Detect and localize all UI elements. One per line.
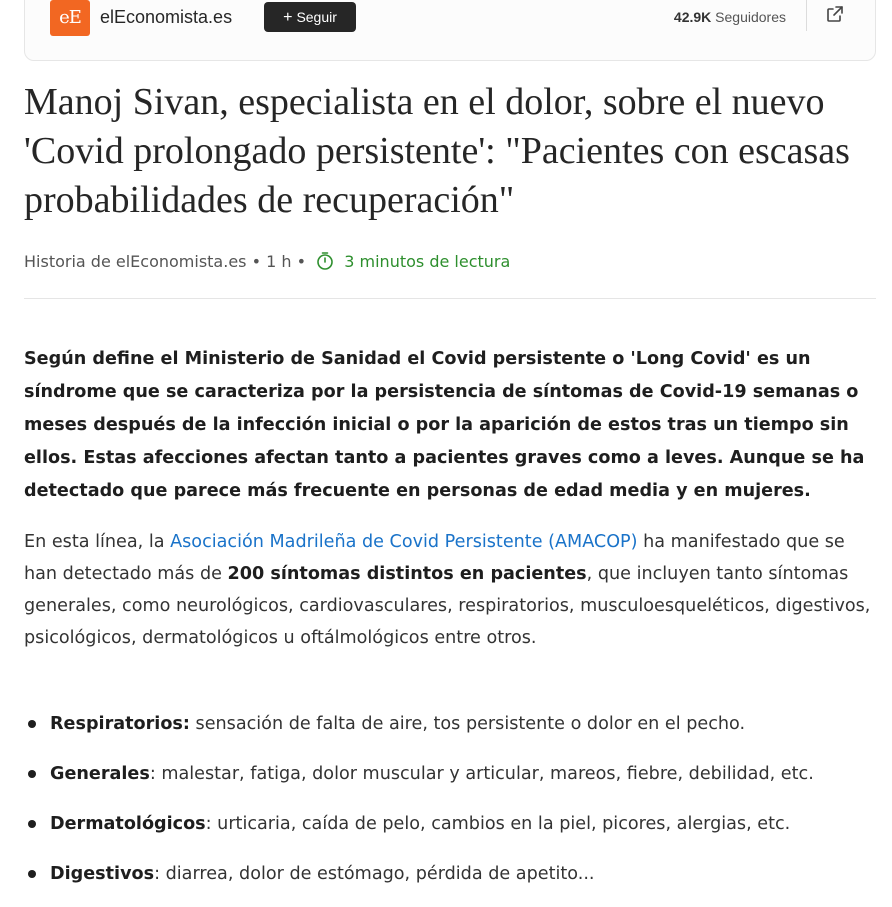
byline-time: 1 h (266, 252, 292, 271)
list-item (24, 707, 874, 741)
byline-separator-2: • (296, 252, 307, 271)
symptom-list (24, 707, 874, 907)
symptom-label: Generales (50, 764, 150, 784)
article-lead: Según define el Ministerio de Sanidad el Covid persistente o 'Long Covid' es un síndrome que se caracteriza por la persistencia de síntomas de Covid-19 semanas o meses después de la infección inicial o por la aparición de estos tras un tiempo sin ellos. Estas afecciones afectan tanto a pacientes graves como a leves. Aunque se ha detectado que parece más frecuente en personas de edad media y en mujeres. (24, 349, 865, 501)
article-byline (24, 250, 510, 274)
followers-count (674, 7, 786, 27)
bullet-icon (28, 820, 36, 828)
publisher-bar (24, 0, 876, 61)
publisher-logo[interactable]: eE (50, 0, 90, 36)
byline-source[interactable]: Historia de elEconomista.es (24, 252, 247, 271)
plus-icon: + (283, 9, 293, 26)
symptom-label: Dermatológicos (50, 814, 206, 834)
follow-button[interactable] (264, 2, 356, 32)
byline-separator: • (251, 252, 262, 271)
article-headline: Manoj Sivan, especialista en el dolor, sobre el nuevo 'Covid prolongado persistente': "Pacientes con escasas probabilidades de recuperación" (24, 81, 850, 221)
symptom-label: Respiratorios: (50, 714, 190, 734)
bullet-icon (28, 720, 36, 728)
followers-number: 42.9K (673, 9, 712, 25)
list-item (24, 857, 874, 891)
paragraph-bold: 200 síntomas distintos en pacientes (227, 564, 587, 584)
followers-label: Seguidores (715, 9, 786, 25)
paragraph-mid: ha manifestado que se han detectado más de (24, 532, 845, 584)
paragraph-pre: En esta línea, la (24, 532, 171, 552)
header-divider (806, 0, 807, 31)
bullet-icon (28, 870, 36, 878)
symptom-text: sensación de falta de aire, tos persistente o dolor en el pecho. (189, 714, 746, 734)
read-time: 3 minutos de lectura (344, 252, 511, 271)
publisher-name[interactable]: elEconomista.es (100, 7, 233, 27)
symptom-text: : malestar, fatiga, dolor muscular y articular, mareos, fiebre, debilidad, etc. (149, 764, 814, 784)
list-item (24, 757, 874, 791)
article-paragraph (24, 526, 874, 654)
bullet-icon (28, 770, 36, 778)
list-item (24, 807, 874, 841)
symptom-text: : urticaria, caída de pelo, cambios en la piel, picores, alergias, etc. (205, 814, 791, 834)
timer-icon (315, 251, 335, 271)
symptom-text: : diarrea, dolor de estómago, pérdida de apetito... (154, 864, 595, 884)
symptom-label: Digestivos (50, 864, 155, 884)
paragraph-post: , que incluyen tanto síntomas generales, como neurológicos, cardiovasculares, respiratorios, musculoesqueléticos, digestivos, psicológicos, dermatológicos u oftálmológicos entre otros. (24, 564, 871, 648)
header-separator (24, 298, 876, 299)
external-link-icon[interactable] (825, 4, 845, 24)
amacop-link[interactable]: Asociación Madrileña de Covid Persistente (AMACOP) (170, 532, 638, 552)
follow-button-label: Seguir (296, 9, 337, 25)
